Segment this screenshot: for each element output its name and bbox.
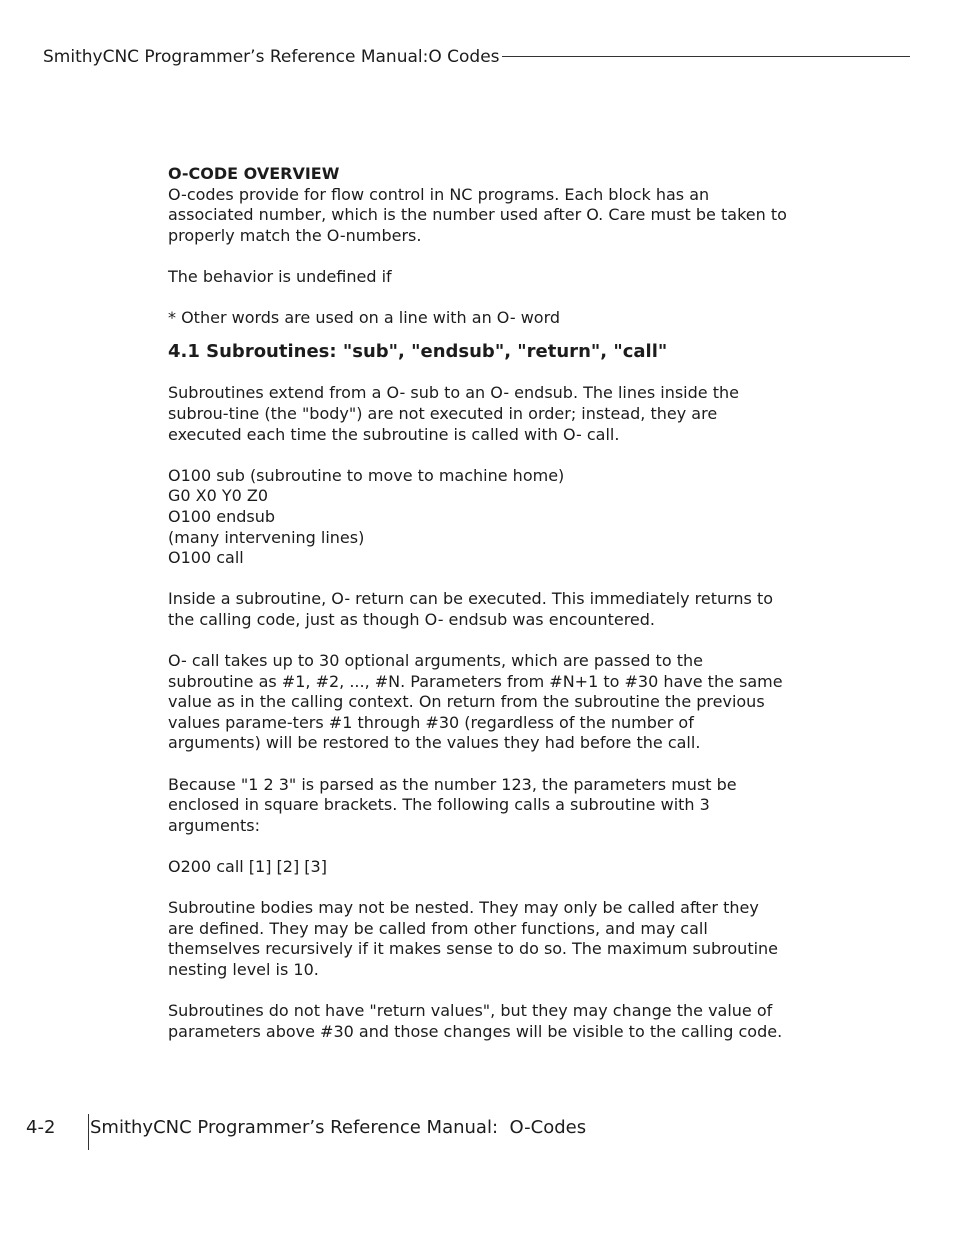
code-line: O200 call [1] [2] [3]: [168, 857, 327, 876]
footer-title: SmithyCNC Programmer’s Reference Manual: O-Codes: [90, 1117, 587, 1138]
overview-heading: O-CODE OVERVIEW: [168, 164, 340, 183]
overview-intro-paragraph: O-codes provide for flow control in NC programs. Each block has an associated number, which is the number used after O. Care must be taken to properly match the O-numbers.: [168, 184, 787, 245]
subroutine-paragraph-5: Subroutine bodies may not be nested. They may only be called after they are defined. They may be called from other functions, and may call themselves recursively if it makes sense to do so. The maximum subroutine nesting level is 10.: [168, 898, 779, 979]
subroutine-paragraph-3: O- call takes up to 30 optional arguments, which are passed to the subroutine as #1, #2, ..., #N. Parameters from #N+1 to #30 have the same value as in the calling context. On return from the subroutine the previous values parame-ters #1 through #30 (regardless of the number of arguments) will be restored to the values they had before the call.: [168, 651, 783, 753]
footer-rule: [88, 1114, 89, 1150]
subroutine-paragraph-6: Subroutines do not have "return values", but they may change the value of parameters above #30 and those changes will be visible to the calling code.: [168, 1001, 783, 1041]
footer-page-number: 4-2: [26, 1117, 56, 1138]
running-header-title: SmithyCNC Programmer’s Reference Manual:O Codes: [43, 47, 500, 67]
undefined-behavior-item: * Other words are used on a line with an O- word: [168, 308, 561, 328]
code-line: O100 sub (subroutine to move to machine home): [168, 465, 565, 485]
code-line: O100 call: [168, 548, 244, 568]
page-content: [168, 164, 788, 1042]
header-rule: [502, 56, 910, 57]
undefined-behavior-intro: The behavior is undefined if: [168, 266, 392, 286]
section-heading: 4.1 Subroutines: "sub", "endsub", "return", "call": [168, 340, 668, 362]
code-line: (many intervening lines): [168, 527, 365, 547]
subroutine-paragraph-1: Subroutines extend from a O- sub to an O- endsub. The lines inside the subrou-tine (the "body") are not executed in order; instead, they are executed each time the subroutine is called with O- call.: [168, 383, 739, 444]
code-line: G0 X0 Y0 Z0: [168, 486, 269, 506]
code-line: O100 endsub: [168, 506, 275, 526]
subroutine-paragraph-4: Because "1 2 3" is parsed as the number 123, the parameters must be enclosed in square brackets. The following calls a subroutine with 3 arguments:: [168, 774, 737, 835]
subroutine-paragraph-2: Inside a subroutine, O- return can be executed. This immediately returns to the calling code, just as though O- endsub was encountered.: [168, 589, 774, 629]
